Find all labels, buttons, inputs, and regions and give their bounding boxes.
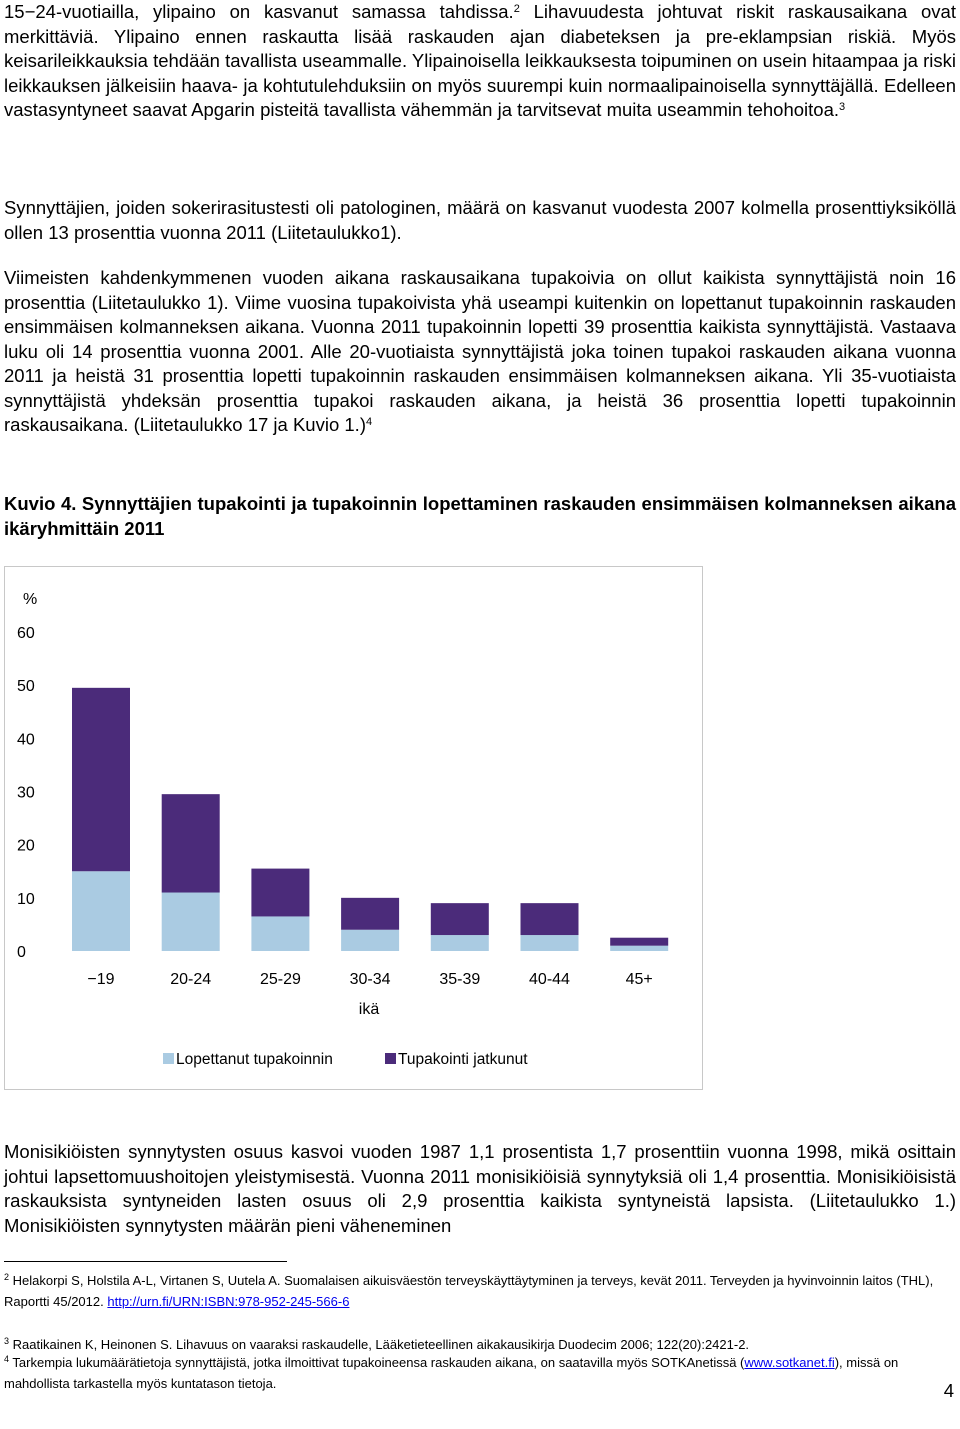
footnote-2: $^2$ Helakorpi S, Holstila A-L, Virtanen S, Uutela A. Suomalaisen aikuisväestön terveyskäyttäytyminen ja terveys, kevät 2011. Terveyden ja hyvinvoinnin laitos (THL), Raportti 45/2012. http://urn.fi/URN:ISBN:978-952-245-566-6 (4, 1272, 934, 1309)
paragraph-smoking: Viimeisten kahdenkymmenen vuoden aikana raskausaikana tupakoivia on ollut kaikista synnyttäjistä noin 16 prosenttia (Liitetaulukko 1). Viime vuosina tupakoivista yhä useampi kuitenkin on lopettanut tupakoinnin raskauden ensimmäisen kolmanneksen aikana. Vuonna 2011 tupakoinnin lopetti 39 prosenttia kaikista synnyttäjistä. Vastaava luku oli 14 prosenttia vuonna 2001. Alle 20-vuotiaista synnyttäjistä joka toinen tupakoi raskauden aikana vuonna 2011 ja heistä 31 prosenttia lopetti tupakoinnin raskauden ensimmäisen kolmanneksen aikana. Yli 35-vuotiaista synnyttäjistä yhdeksän prosenttia tupakoi raskauden aikana, ja heistä 36 prosenttia lopetti tupakoinnin raskausaikana. (Liitetaulukko 17 ja Kuvio 1.)$^4$ (4, 267, 956, 435)
footnote-ref-4[interactable]: 4 (365, 416, 373, 428)
legend-label: Tupakointi jatkunut (398, 1051, 528, 1068)
y-tick-label: 60 (17, 625, 35, 642)
page-number: 4 (943, 1380, 954, 1401)
x-tick-label: 30-34 (349, 971, 391, 988)
x-tick-label: 40-44 (529, 971, 570, 988)
bar-segment-quit (162, 893, 220, 951)
x-tick-label: 20-24 (170, 971, 212, 988)
x-tick-label: 35-39 (439, 971, 481, 988)
footnote-ref-2[interactable]: 2 (513, 3, 520, 15)
x-tick-label: −19 (87, 971, 115, 988)
x-axis-label: ikä (358, 1001, 380, 1018)
bar-segment-quit (610, 946, 668, 951)
footnote-divider (4, 1261, 287, 1262)
paragraph-obesity: 15−24-vuotiailla, ylipaino on kasvanut samassa tahdissa.$^2$ Lihavuudesta johtuvat riskit raskausaikana ovat merkittäviä. Ylipaino ennen raskautta lisää raskauden ajan diabeteksen ja pre-eklampsian riskiä. Myös keisarileikkauksia tehdään tavallista useammalle. Ylipainoisella leikkauksesta toipuminen on usein hitaampaa ja riski leikkauksen jälkeisiin haava- ja kohtutulehduksiin on myös suurempi kuin normaalipainoisella synnyttäjällä. Edelleen vastasyntyneet saavat Apgarin pisteitä tavallista vähemmän ja tarvitsevat muita useammin tehohoitoa.$^3$ (4, 1, 956, 120)
y-tick-label: 20 (17, 837, 35, 855)
paragraph-glucose-test: Synnyttäjien, joiden sokerirasitustesti oli patologinen, määrä on kasvanut vuodesta 2007 kolmella prosenttiyksiköllä ollen 13 prosenttia vuonna 2011 (Liitetaulukko1). (4, 197, 956, 243)
bar-segment-continued (610, 938, 668, 946)
bar-segment-continued (251, 869, 309, 917)
bar-segment-continued (521, 903, 579, 935)
figure-title: Kuvio 4. Synnyttäjien tupakointi ja tupakoinnin lopettaminen raskauden ensimmäisen kolmanneksen aikana ikäryhmittäin 2011 (4, 493, 956, 539)
sotkanet-link[interactable]: www.sotkanet.fi (744, 1355, 835, 1370)
legend-label: Lopettanut tupakoinnin (176, 1051, 333, 1068)
y-tick-label: 50 (17, 678, 35, 696)
bar-segment-quit (251, 916, 309, 951)
chart-container (4, 566, 703, 1090)
paragraph-multiple-births: Monisikiöisten synnytysten osuus kasvoi vuoden 1987 1,1 prosentista 1,7 prosenttiin vuonna 1998, mikä osittain johtui lapsettomuushoitojen yleistymisestä. Vuonna 2011 monisikiöisiä synnytyksiä oli 1,4 prosenttia. Monisikiöisistä raskauksista syntyneiden lasten osuus oli 2,9 prosenttia kaikista syntyneistä lapsista. (Liitetaulukko 1.) Monisikiöisten synnytysten määrän pieni väheneminen (4, 1141, 956, 1236)
footnote-ref-3[interactable]: 3 (839, 101, 846, 113)
bar-segment-quit (341, 930, 399, 951)
y-tick-label: 40 (17, 731, 35, 749)
x-tick-label: 45+ (625, 971, 653, 988)
y-tick-label: 10 (17, 890, 35, 908)
x-tick-label: 25-29 (259, 971, 301, 988)
legend-swatch (385, 1053, 396, 1064)
bar-segment-continued (341, 898, 399, 930)
bar-segment-continued (431, 903, 489, 935)
figure-number: Kuvio 4. (4, 493, 77, 514)
bar-segment-quit (521, 935, 579, 951)
footnote-2-link[interactable]: http://urn.fi/URN:ISBN:978-952-245-566-6 (107, 1294, 350, 1309)
bar-segment-continued (72, 688, 130, 871)
legend-swatch (163, 1053, 174, 1064)
bar-segment-quit (72, 871, 130, 951)
footnote-3: $^3$ Raatikainen K, Heinonen S. Lihavuus on vaaraksi raskaudelle, Lääketieteellinen aikakausikirja Duodecim 2006; 122(20):2421-2. (4, 1336, 750, 1352)
y-axis-label: % (23, 591, 38, 608)
bar-segment-continued (162, 794, 220, 892)
y-tick-label: 30 (17, 784, 35, 802)
footnote-4: $^4$ Tarkempia lukumäärätietoja synnyttäjistä, jotka ilmoittivat tupakoineensa raskauden aikana, on saatavilla myös SOTKAnetissä (www.sotkanet.fi), missä on mahdollista tarkastella myös kuntatason tietoja. (4, 1354, 899, 1391)
stacked-bar-chart (5, 567, 702, 1089)
y-tick-label: 0 (17, 944, 26, 961)
bar-segment-quit (431, 935, 489, 951)
